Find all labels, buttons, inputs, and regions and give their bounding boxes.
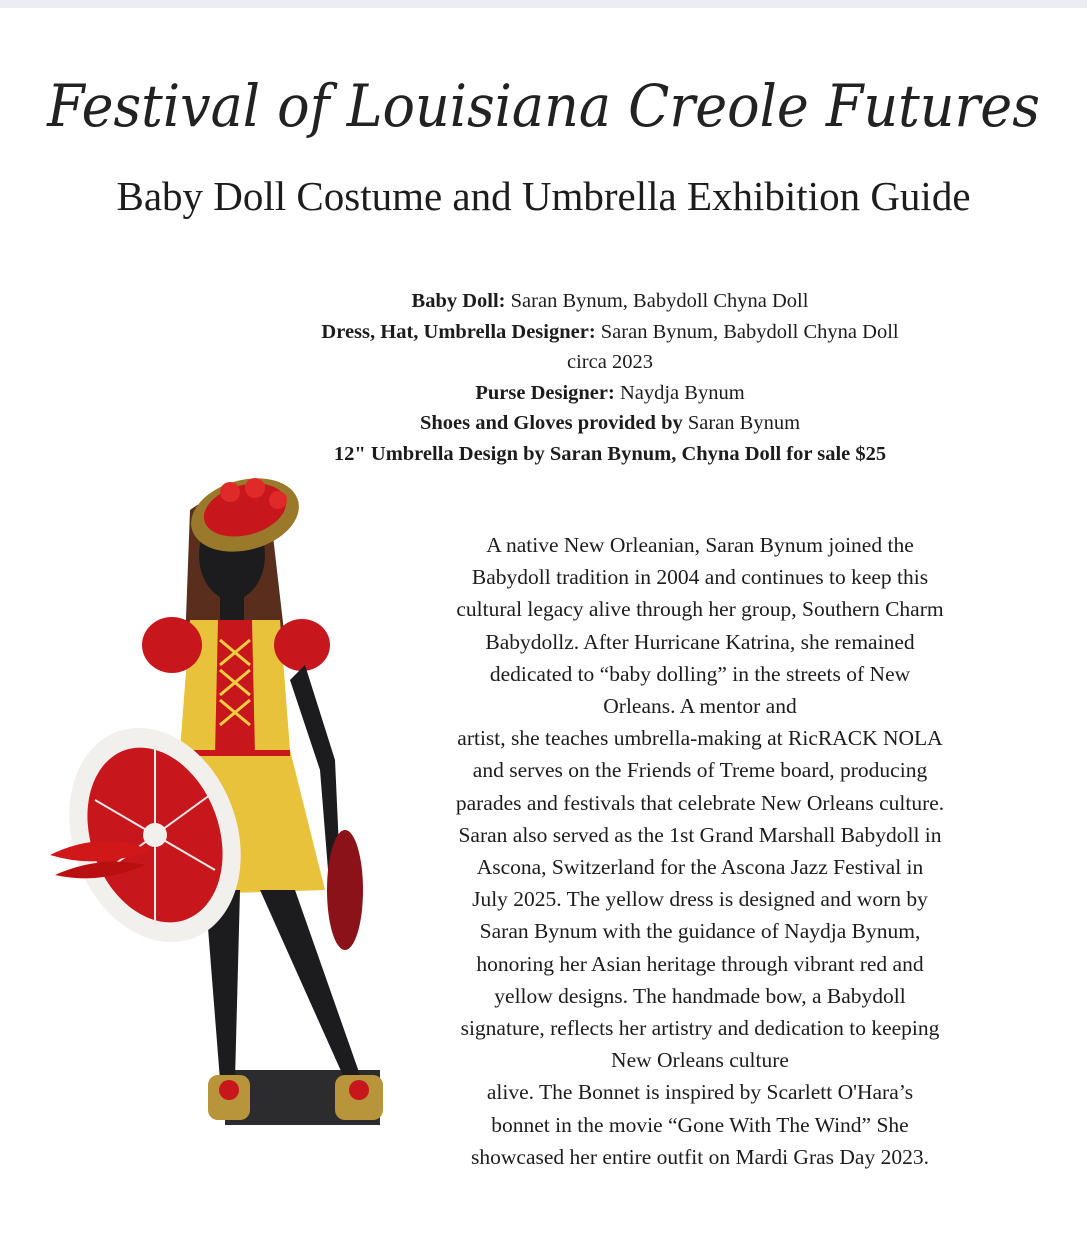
bio-line: and serves on the Friends of Treme board, producing xyxy=(472,758,928,783)
bio-line: bonnet in the movie “Gone With The Wind” She xyxy=(491,1112,909,1137)
credit-umbrella-sale: 12" Umbrella Design by Saran Bynum, Chyna Doll for sale $25 xyxy=(333,442,887,465)
bio-line: alive. The Bonnet is inspired by Scarlett O'Hara’s xyxy=(486,1080,914,1105)
bio-line: Babydoll tradition in 2004 and continues to keep this xyxy=(471,565,929,590)
bio-line: Orleans. A mentor and xyxy=(603,694,797,719)
bio-line: honoring her Asian heritage through vibrant red and xyxy=(476,951,924,976)
bio-line: Saran Bynum with the guidance of Naydja Bynum, xyxy=(479,919,921,944)
artist-biography xyxy=(410,529,990,1173)
left-sleeve xyxy=(142,617,202,673)
festival-script-title: Festival of Louisiana Creole Futures xyxy=(47,72,1040,140)
top-bar xyxy=(0,0,1087,8)
bio-line: Ascona, Switzerland for the Ascona Jazz Festival in xyxy=(476,855,924,880)
bio-line: New Orleans culture xyxy=(611,1048,789,1073)
credits-block xyxy=(250,286,970,470)
bio-line: Babydollz. After Hurricane Katrina, she remained xyxy=(485,629,915,654)
bio-line: dedicated to “baby dolling” in the streets of New xyxy=(489,661,911,686)
credit-purse-designer: Purse Designer: Naydja Bynum xyxy=(475,381,745,404)
bio-line: parades and festivals that celebrate New Orleans culture. xyxy=(455,790,945,815)
credit-dress-designer: Dress, Hat, Umbrella Designer: Saran Bynum, Babydoll Chyna Doll circa 2023 xyxy=(321,320,899,374)
bio-line: Saran also served as the 1st Grand Marshall Babydoll in xyxy=(458,822,942,847)
bio-line: showcased her entire outfit on Mardi Gras Day 2023. xyxy=(471,1144,929,1169)
bio-line: cultural legacy alive through her group, Southern Charm xyxy=(456,597,944,622)
bio-line: A native New Orleanian, Saran Bynum joined the xyxy=(486,533,914,557)
purse xyxy=(327,830,363,950)
right-sleeve xyxy=(274,619,330,671)
exhibition-guide-subtitle: Baby Doll Costume and Umbrella Exhibition Guide xyxy=(116,173,971,219)
baby-doll-costume-photo xyxy=(40,470,410,1170)
credit-shoes-gloves: Shoes and Gloves provided by Saran Bynum xyxy=(419,412,801,435)
bio-line: July 2025. The yellow dress is designed and worn by xyxy=(472,887,928,912)
bio-line: artist, she teaches umbrella-making at RicRACK NOLA xyxy=(457,726,943,751)
bio-line: yellow designs. The handmade bow, a Babydoll xyxy=(494,983,906,1008)
bio-line: signature, reflects her artistry and dedication to keeping xyxy=(460,1016,940,1041)
credit-baby-doll: Baby Doll: Saran Bynum, Babydoll Chyna Doll xyxy=(411,290,809,312)
